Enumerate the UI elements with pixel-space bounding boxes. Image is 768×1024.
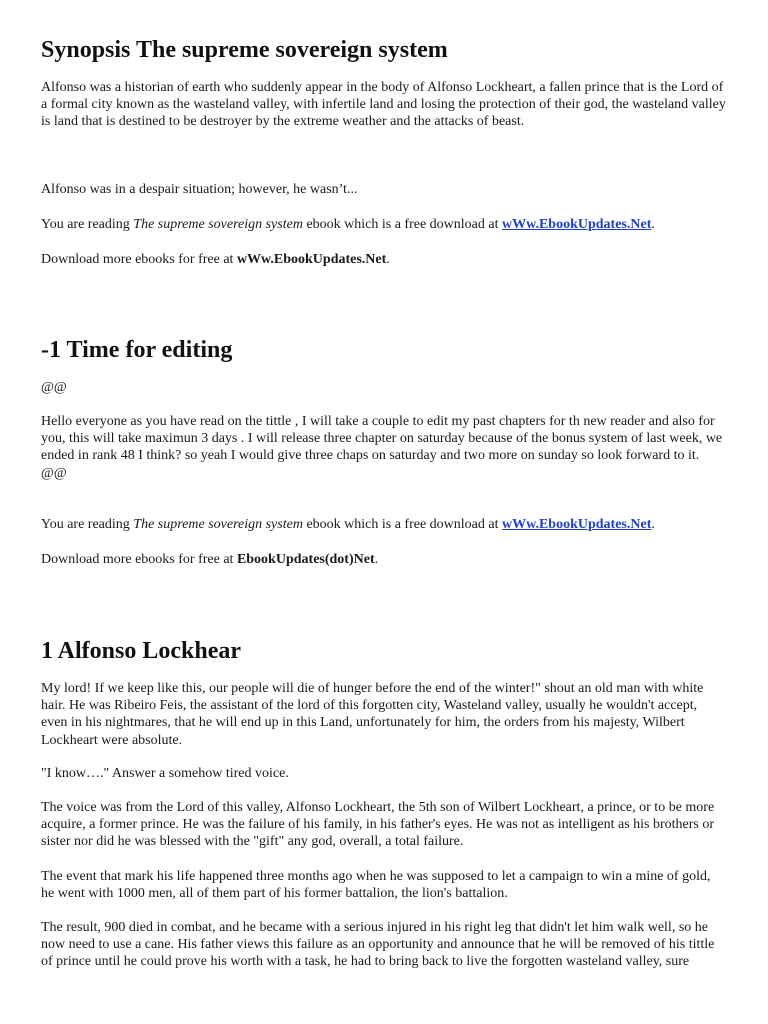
download-prefix: Download more ebooks for free at bbox=[41, 252, 237, 267]
paragraph: The event that mark his life happened three months ago when he was supposed to let a campaign to win a mine of gold, he went with 1000 men, all of them part of his former battalion, the lion's battalion. bbox=[41, 869, 711, 902]
reading-prefix: You are reading bbox=[41, 517, 134, 532]
ebook-source-line: You are reading The supreme sovereign system ebook which is a free download at wWw.EbookUpdates.Net. bbox=[41, 517, 655, 532]
paragraph: Alfonso was in a despair situation; however, he wasn’t... bbox=[41, 182, 358, 197]
book-title: The supreme sovereign system bbox=[133, 517, 303, 532]
download-site: wWw.EbookUpdates.Net bbox=[236, 252, 387, 267]
paragraph: The voice was from the Lord of this valley, Alfonso Lockheart, the 5th son of Wilbert Lockheart, a prince, or to be more acquire, a former prince. He was the failure of his family, in his father's eyes. He was not as intelligent as his brothers or sister nor did he was blessed with the "gift" any god, overall, a total failure. bbox=[41, 800, 715, 850]
download-site: EbookUpdates(dot)Net bbox=[236, 552, 375, 567]
ebook-site-link[interactable]: wWw.EbookUpdates.Net bbox=[502, 217, 652, 232]
paragraph: Hello everyone as you have read on the tittle , I will take a couple to edit my past chapters for th new reader and also for you, this will take maximun 3 days . I will release three chapter on saturday because of the bonus system of last week, we ended in rank 48 I think? so yeah I would give three chaps on saturday and two more on sunday so look forward to it. @@ bbox=[41, 414, 723, 481]
ebook-site-link[interactable]: wWw.EbookUpdates.Net bbox=[502, 517, 652, 532]
download-line: Download more ebooks for free at EbookUpdates(dot)Net. bbox=[41, 552, 379, 567]
paragraph: @@ bbox=[41, 380, 67, 395]
reading-middle: ebook which is a free download at bbox=[302, 217, 502, 232]
reading-middle: ebook which is a free download at bbox=[302, 517, 502, 532]
download-line: Download more ebooks for free at wWw.EbookUpdates.Net. bbox=[41, 252, 390, 267]
section-heading: Synopsis The supreme sovereign system bbox=[41, 37, 448, 63]
book-title: The supreme sovereign system bbox=[133, 217, 303, 232]
paragraph: "I know…." Answer a somehow tired voice. bbox=[41, 766, 289, 781]
ebook-source-line: You are reading The supreme sovereign system ebook which is a free download at wWw.EbookUpdates.Net. bbox=[41, 217, 655, 232]
paragraph: Alfonso was a historian of earth who suddenly appear in the body of Alfonso Lockheart, a fallen prince that is the Lord of a formal city known as the wasteland valley, with infertile land and losing the protection of their god, the wasteland valley is land that is destined to be destroyer by the extreme weather and the attacks of beast. bbox=[41, 80, 726, 130]
section-heading: 1 Alfonso Lockhear bbox=[41, 638, 242, 664]
paragraph: My lord! If we keep like this, our people will die of hunger before the end of the winter!" shout an old man with white hair. He was Ribeiro Feis, the assistant of the lord of this forgotten city, Wasteland valley, usually he wouldn't accept, even in his nightmares, that he will end up in this Land, unfortunately for him, the orders from his majesty, Wilbert Lockheart were absolute. bbox=[41, 681, 704, 748]
paragraph: The result, 900 died in combat, and he became with a serious injured in his right leg that didn't let him walk well, so he now need to use a cane. His father views this failure as an opportunity and announce that he will be removed of his tittle of prince until he could prove his worth with a task, he had to bring back to live the forgotten wasteland valley, sure bbox=[41, 920, 715, 970]
section-heading: -1 Time for editing bbox=[41, 337, 233, 363]
download-prefix: Download more ebooks for free at bbox=[41, 552, 237, 567]
reading-prefix: You are reading bbox=[41, 217, 134, 232]
